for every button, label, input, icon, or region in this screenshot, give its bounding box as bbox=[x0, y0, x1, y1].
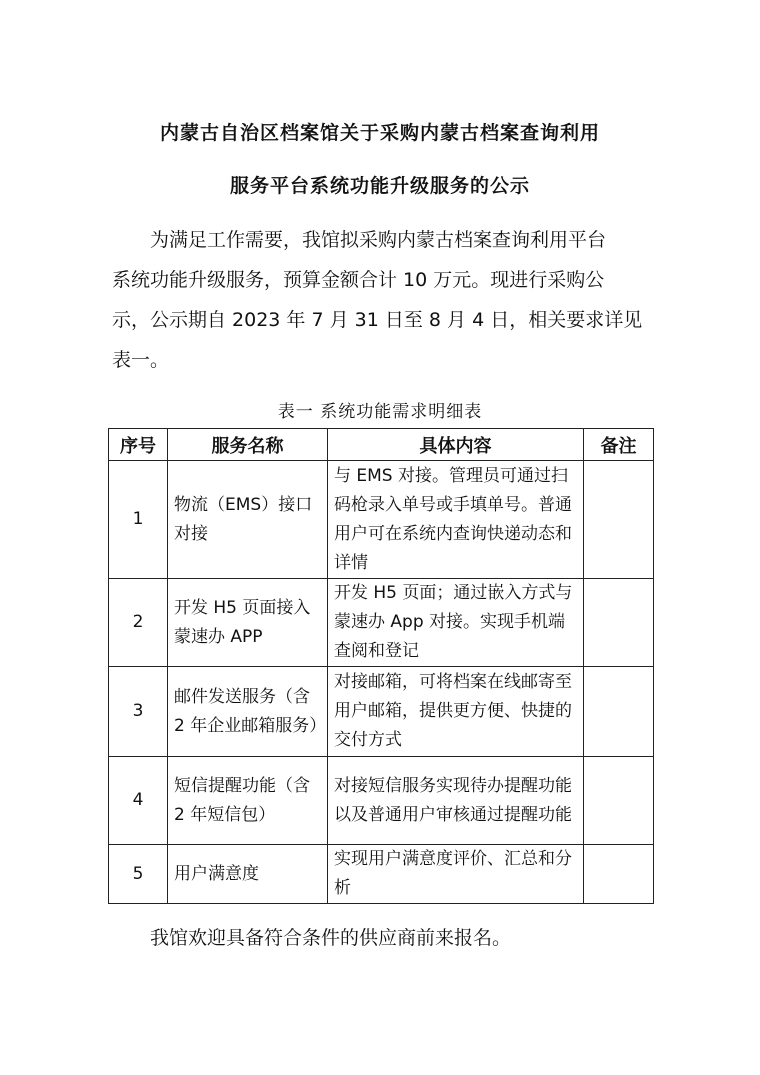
intro-line: 表一。 bbox=[112, 349, 170, 371]
table-row bbox=[109, 461, 654, 579]
service-name: 物流（EMS）接口对接 bbox=[168, 461, 328, 579]
row-note bbox=[584, 579, 654, 667]
table-row bbox=[109, 667, 654, 757]
row-number: 3 bbox=[109, 667, 168, 757]
service-content: 开发 H5 页面；通过嵌入方式与蒙速办 App 对接。实现手机端查阅和登记 bbox=[328, 579, 584, 667]
intro-line: 示，公示期自 2023 年 7 月 31 日至 8 月 4 日，相关要求详见 bbox=[112, 309, 643, 331]
service-name: 邮件发送服务（含 2 年企业邮箱服务） bbox=[168, 667, 328, 757]
service-content: 对接短信服务实现待办提醒功能以及普通用户审核通过提醒功能 bbox=[328, 757, 584, 845]
row-number: 1 bbox=[109, 461, 168, 579]
intro-line: 为满足工作需要，我馆拟采购内蒙古档案查询利用平台 bbox=[150, 229, 607, 251]
service-name: 用户满意度 bbox=[168, 845, 328, 904]
row-number: 5 bbox=[109, 845, 168, 904]
row-note bbox=[584, 757, 654, 845]
service-name: 开发 H5 页面接入蒙速办 APP bbox=[168, 579, 328, 667]
header-cell-no: 序号 bbox=[109, 429, 168, 461]
row-number: 4 bbox=[109, 757, 168, 845]
table-row bbox=[109, 757, 654, 845]
table-caption: 表一 系统功能需求明细表 bbox=[277, 402, 483, 422]
closing-sentence: 我馆欢迎具备符合条件的供应商前来报名。 bbox=[150, 927, 512, 949]
table-header-row bbox=[109, 429, 654, 461]
service-content: 对接邮箱，可将档案在线邮寄至用户邮箱，提供更方便、快捷的交付方式 bbox=[328, 667, 584, 757]
service-content: 实现用户满意度评价、汇总和分析 bbox=[328, 845, 584, 904]
doc-title-line-1: 内蒙古自治区档案馆关于采购内蒙古档案查询利用 bbox=[159, 122, 600, 144]
header-cell-content: 具体内容 bbox=[328, 429, 584, 461]
requirements-table bbox=[108, 428, 654, 904]
service-name: 短信提醒功能（含 2 年短信包） bbox=[168, 757, 328, 845]
header-cell-note: 备注 bbox=[584, 429, 654, 461]
table-row bbox=[109, 845, 654, 904]
row-note bbox=[584, 667, 654, 757]
intro-paragraph bbox=[112, 220, 652, 380]
row-note bbox=[584, 461, 654, 579]
header-cell-name: 服务名称 bbox=[168, 429, 328, 461]
intro-line: 系统功能升级服务，预算金额合计 10 万元。现进行采购公 bbox=[112, 269, 605, 291]
table-row bbox=[109, 579, 654, 667]
doc-title-line-2: 服务平台系统功能升级服务的公示 bbox=[229, 175, 530, 197]
row-number: 2 bbox=[109, 579, 168, 667]
service-content: 与 EMS 对接。管理员可通过扫码枪录入单号或手填单号。普通用户可在系统内查询快递动态和详情 bbox=[328, 461, 584, 579]
row-note bbox=[584, 845, 654, 904]
